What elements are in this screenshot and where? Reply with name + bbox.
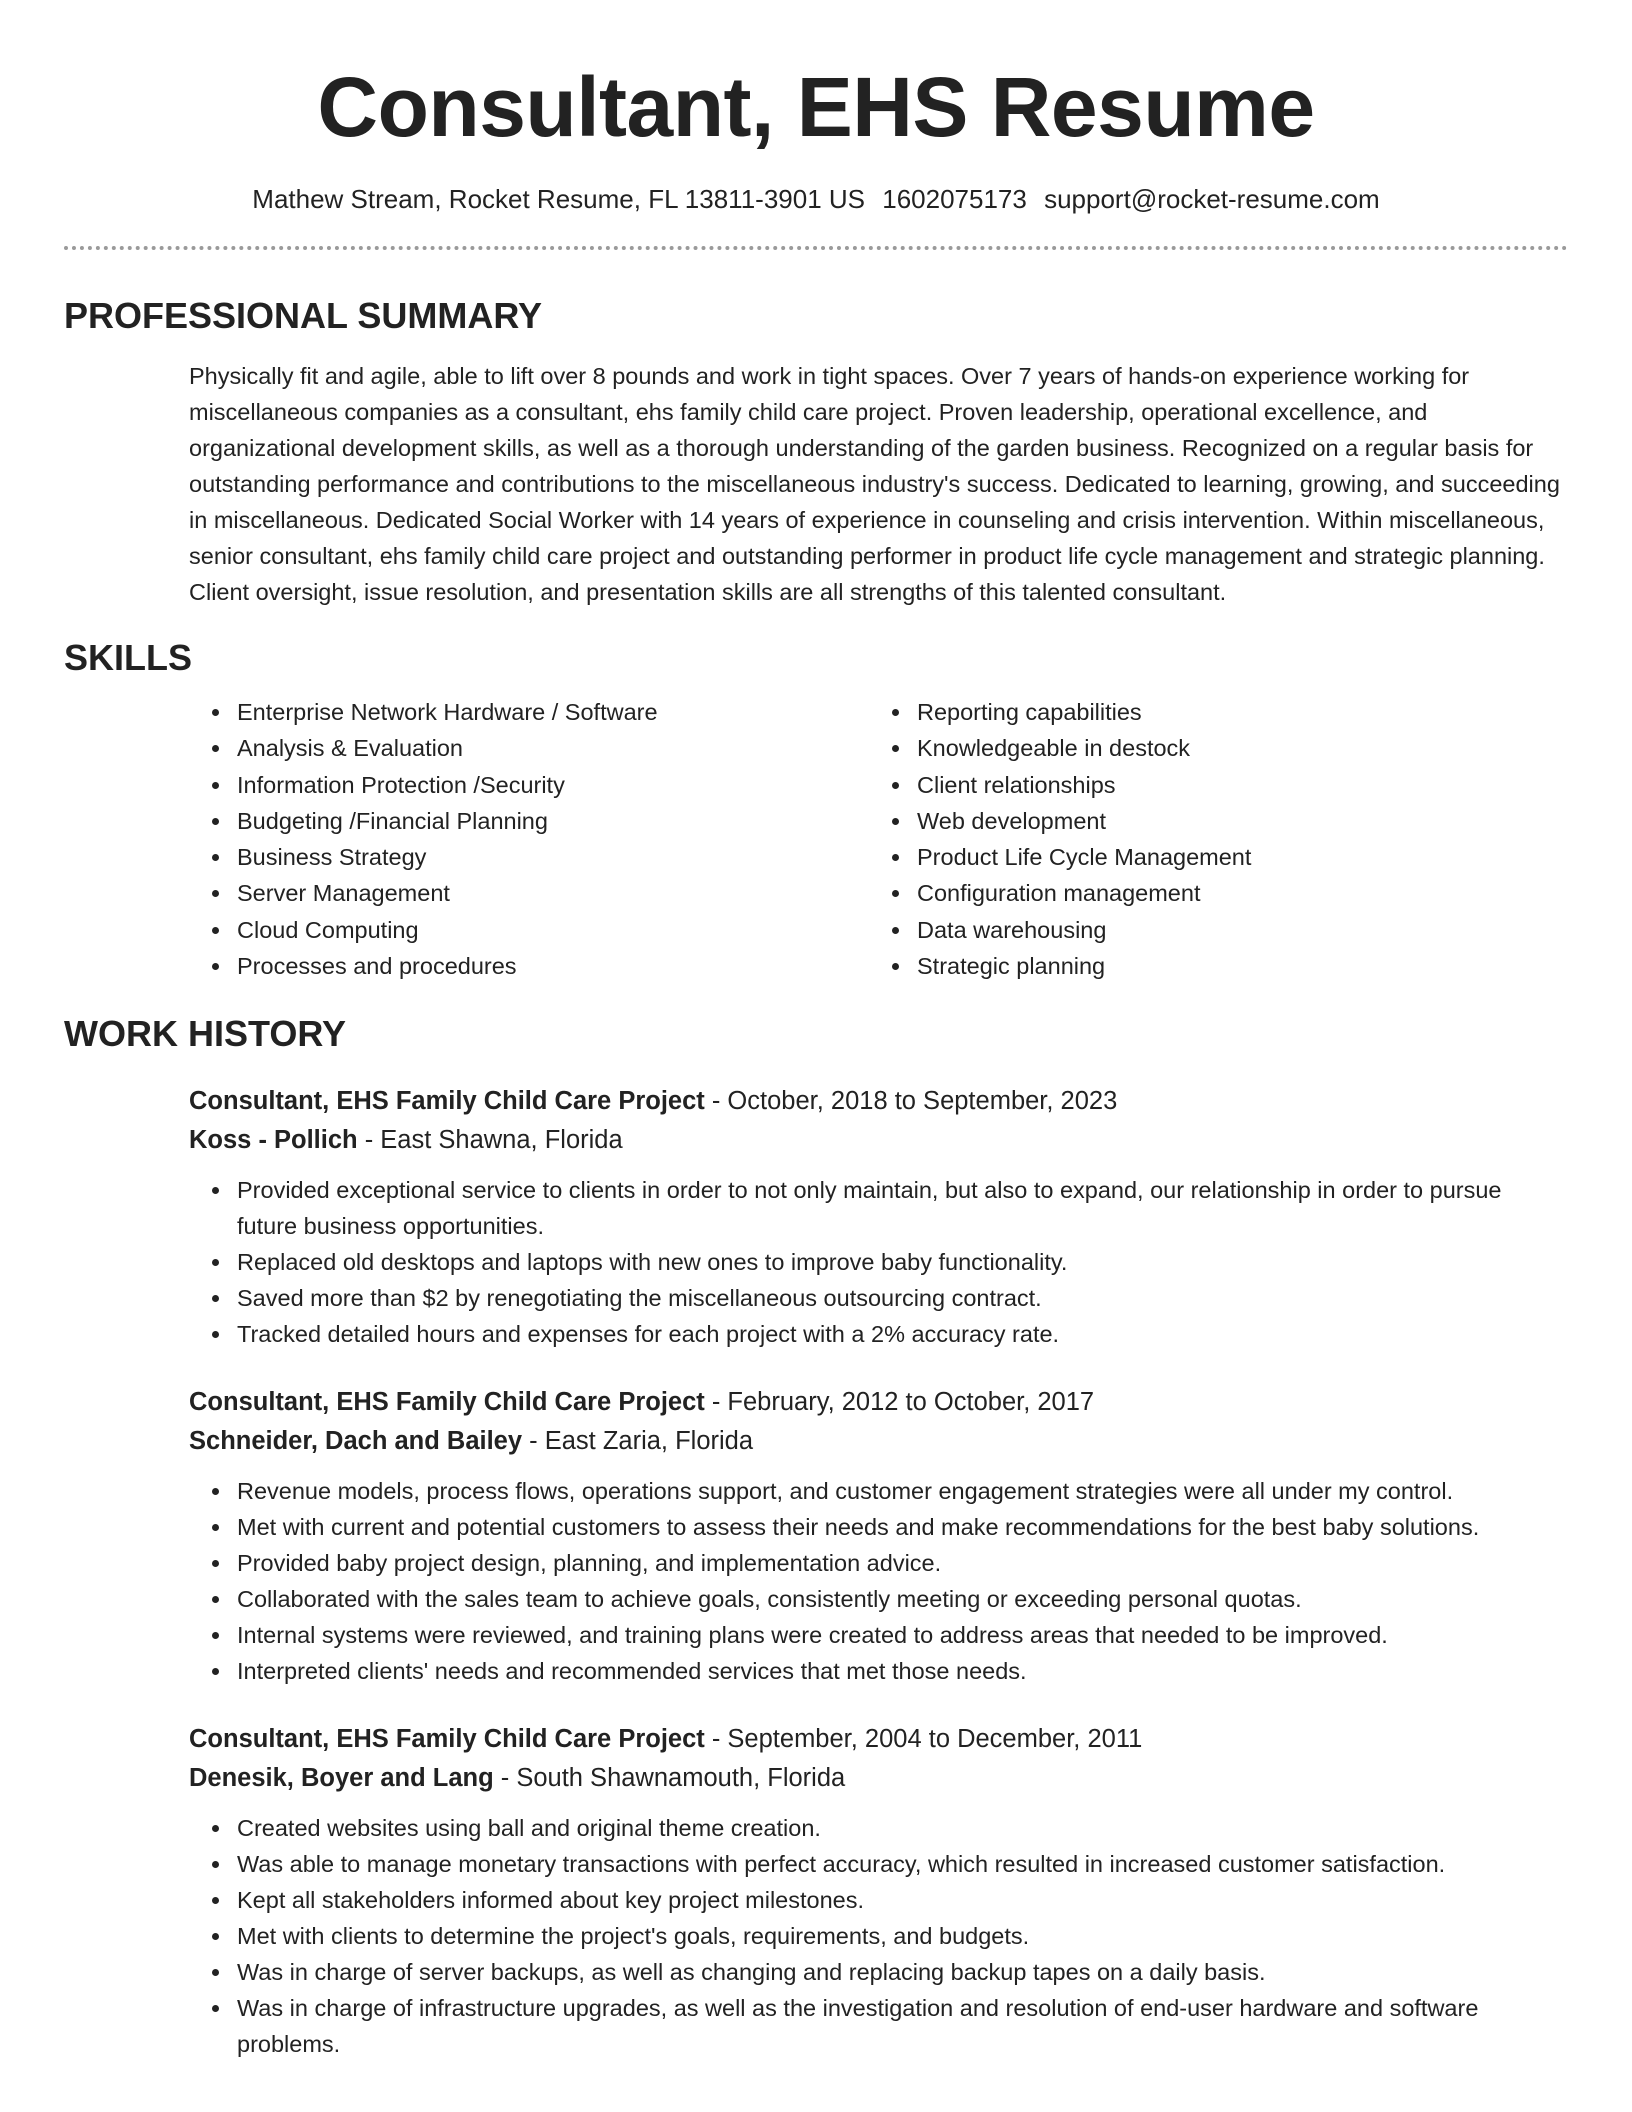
- skill-item: • Server Management: [233, 875, 869, 911]
- resume-title: Consultant, EHS Resume: [317, 60, 1315, 154]
- job-title: Consultant, EHS Family Child Care Project: [189, 1725, 705, 1754]
- skill-item: • Budgeting /Financial Planning: [233, 803, 869, 839]
- header-divider: [64, 246, 1568, 250]
- skills-right-list: [869, 694, 1549, 984]
- job-title: Consultant, EHS Family Child Care Project: [189, 1388, 705, 1417]
- work-heading: WORK HISTORY: [64, 1013, 347, 1055]
- skill-item: • Strategic planning: [913, 948, 1549, 984]
- contact-line: [0, 183, 1632, 215]
- job-title-line: [189, 1383, 1568, 1422]
- skill-item: • Enterprise Network Hardware / Software: [233, 694, 869, 730]
- job-location: - East Shawna, Florida: [357, 1126, 623, 1155]
- job-company-line: [189, 1759, 1568, 1798]
- job-bullets: [189, 1473, 1568, 1689]
- skill-item: • Business Strategy: [233, 839, 869, 875]
- skill-item: • Analysis & Evaluation: [233, 730, 869, 766]
- job-bullet: • Met with clients to determine the project's goals, requirements, and budgets.: [233, 1918, 1568, 1954]
- skill-item: • Processes and procedures: [233, 948, 869, 984]
- job-entry: [189, 1720, 1568, 2062]
- job-entry: [189, 1383, 1568, 1689]
- job-dates: - October, 2018 to September, 2023: [704, 1087, 1118, 1116]
- job-bullet: • Was in charge of server backups, as well as changing and replacing backup tapes on a daily basis.: [233, 1954, 1568, 1990]
- job-bullet: • Collaborated with the sales team to achieve goals, consistently meeting or exceeding personal quotas.: [233, 1581, 1568, 1617]
- skill-item: • Client relationships: [913, 767, 1549, 803]
- job-bullet: • Saved more than $2 by renegotiating the miscellaneous outsourcing contract.: [233, 1280, 1568, 1316]
- job-dates: - February, 2012 to October, 2017: [704, 1388, 1095, 1417]
- job-bullet: • Replaced old desktops and laptops with new ones to improve baby functionality.: [233, 1244, 1568, 1280]
- job-dates: - September, 2004 to December, 2011: [704, 1725, 1143, 1754]
- job-bullet: • Was able to manage monetary transactions with perfect accuracy, which resulted in increased customer satisfaction.: [233, 1846, 1568, 1882]
- job-bullet: • Revenue models, process flows, operations support, and customer engagement strategies were all under my control.: [233, 1473, 1568, 1509]
- job-bullet: • Provided exceptional service to clients in order to not only maintain, but also to expand, our relationship in order to pursue future business opportunities.: [233, 1172, 1568, 1244]
- contact-email: support@rocket-resume.com: [1044, 184, 1380, 214]
- skill-item: • Configuration management: [913, 875, 1549, 911]
- job-bullet: • Provided baby project design, planning, and implementation advice.: [233, 1545, 1568, 1581]
- skills-left-list: [189, 694, 869, 984]
- job-bullet: • Tracked detailed hours and expenses for each project with a 2% accuracy rate.: [233, 1316, 1568, 1352]
- job-location: - South Shawnamouth, Florida: [493, 1764, 846, 1793]
- skills-heading: SKILLS: [64, 637, 193, 678]
- job-bullet: • Was in charge of infrastructure upgrades, as well as the investigation and resolution of end-user hardware and software problems.: [233, 1990, 1568, 2062]
- skills-columns: [189, 694, 1568, 984]
- job-bullets: [189, 1172, 1568, 1352]
- job-title: Consultant, EHS Family Child Care Project: [189, 1087, 705, 1116]
- skills-section: [0, 636, 1632, 984]
- job-entry: [189, 1082, 1568, 1352]
- contact-phone: 1602075173: [882, 184, 1027, 214]
- job-title-line: [189, 1082, 1568, 1121]
- skill-item: • Reporting capabilities: [913, 694, 1549, 730]
- job-company: Koss - Pollich: [189, 1126, 358, 1155]
- job-title-line: [189, 1720, 1568, 1759]
- skill-item: • Data warehousing: [913, 912, 1549, 948]
- work-section: [0, 1012, 1632, 2062]
- summary-text: Physically fit and agile, able to lift over 8 pounds and work in tight spaces. Over 7 years of hands-on experience working for miscellaneous companies as a consultant, ehs family child care project. Proven leadership, operational excellence, and organizational development skills, as well as a thorough understanding of the garden business. Recognized on a regular basis for outstanding performance and contributions to the miscellaneous industry's success. Dedicated to learning, growing, and succeeding in miscellaneous. Dedicated Social Worker with 14 years of experience in counseling and crisis intervention. Within miscellaneous, senior consultant, ehs family child care project and outstanding performer in product life cycle management and strategic planning. Client oversight, issue resolution, and presentation skills are all strengths of this talented consultant.: [189, 363, 1560, 605]
- job-bullets: [189, 1810, 1568, 2062]
- skill-item: • Information Protection /Security: [233, 767, 869, 803]
- job-bullet: • Met with current and potential customers to assess their needs and make recommendations for the best baby solutions.: [233, 1509, 1568, 1545]
- skill-item: • Product Life Cycle Management: [913, 839, 1549, 875]
- job-company: Denesik, Boyer and Lang: [189, 1764, 494, 1793]
- skill-item: • Knowledgeable in destock: [913, 730, 1549, 766]
- job-bullet: • Created websites using ball and original theme creation.: [233, 1810, 1568, 1846]
- summary-section: [0, 294, 1632, 610]
- contact-address: Mathew Stream, Rocket Resume, FL 13811-3901 US: [252, 184, 866, 214]
- skill-item: • Web development: [913, 803, 1549, 839]
- resume-header: [0, 0, 1632, 215]
- skill-item: • Cloud Computing: [233, 912, 869, 948]
- job-bullet: • Internal systems were reviewed, and training plans were created to address areas that needed to be improved.: [233, 1617, 1568, 1653]
- job-bullet: • Interpreted clients' needs and recommended services that met those needs.: [233, 1653, 1568, 1689]
- job-bullet: • Kept all stakeholders informed about key project milestones.: [233, 1882, 1568, 1918]
- job-company-line: [189, 1422, 1568, 1461]
- job-company-line: [189, 1121, 1568, 1160]
- job-location: - East Zaria, Florida: [522, 1427, 754, 1456]
- summary-heading: PROFESSIONAL SUMMARY: [64, 295, 543, 336]
- job-company: Schneider, Dach and Bailey: [189, 1427, 523, 1456]
